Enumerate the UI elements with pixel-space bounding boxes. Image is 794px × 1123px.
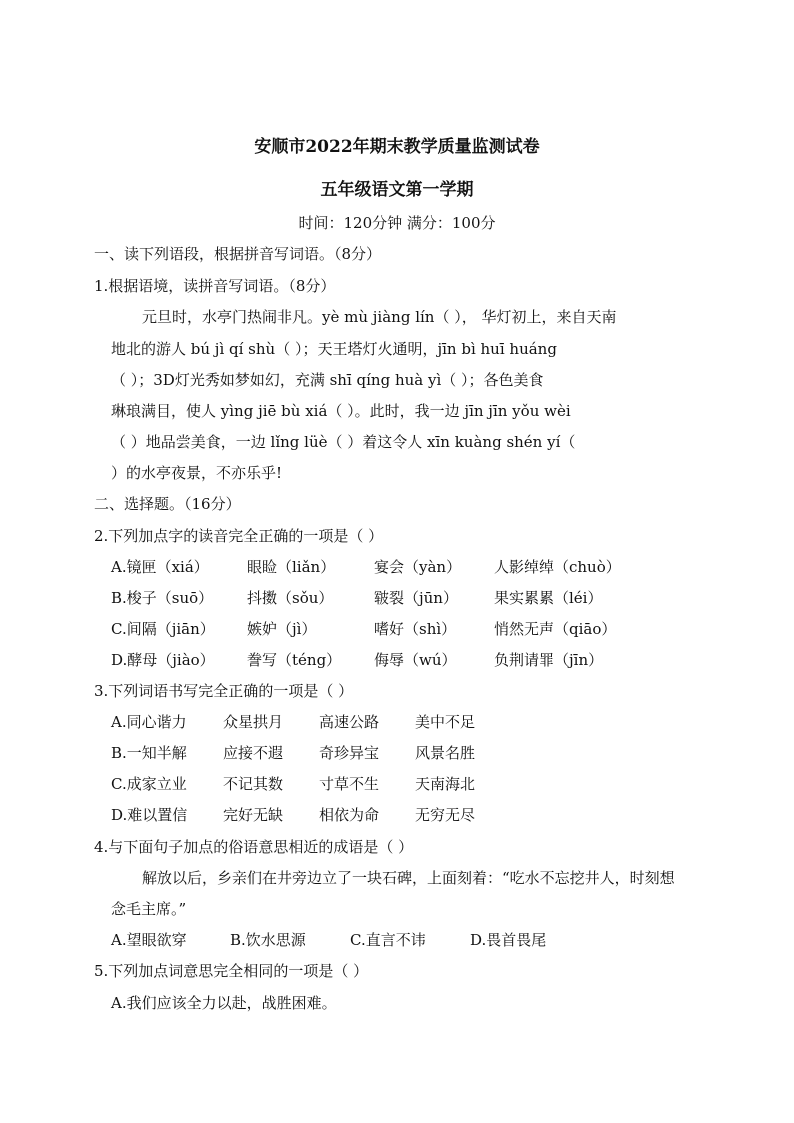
q3-option-c-item: 不记其数 — [223, 775, 284, 793]
q2-option-a-item: 眼睑（liǎn） — [247, 558, 336, 576]
q3-stem: 3.下列词语书写完全正确的一项是（ ） — [94, 682, 354, 700]
q2-stem: 2.下列加点字的读音完全正确的一项是（ ） — [94, 527, 384, 545]
q3-option-a-item: 众星拱月 — [223, 713, 284, 731]
q3-option-c-item: 天南海北 — [415, 775, 476, 793]
q2-option-b-item: 皲裂（jūn） — [374, 589, 458, 607]
section2-heading: 二、选择题。（16分） — [94, 495, 241, 513]
q5-option-a: A.我们应该全力以赴，战胜困难。 — [111, 994, 337, 1012]
q4-passage-line: 念毛主席。” — [111, 900, 187, 918]
q3-option-d-item: 完好无缺 — [223, 806, 284, 824]
q1-stem: 1.根据语境，读拼音写词语。（8分） — [94, 277, 336, 295]
q2-option-d-item: D.酵母（jiào） — [111, 651, 215, 669]
q1-passage-line: 琳琅满目，使人 yìng jiē bù xiá（ ）。此时，我一边 jīn jīn yǒu wèi — [111, 402, 571, 420]
q2-option-d-item: 负荆请罪（jīn） — [494, 651, 604, 669]
q2-option-c-item: 嗜好（shì） — [374, 620, 457, 638]
q4-option-c: C.直言不讳 — [350, 931, 426, 949]
q2-option-a-item: A.镜匣（xiá） — [111, 558, 209, 576]
q2-option-c-item: C.间隔（jiān） — [111, 620, 215, 638]
q3-option-a-item: A.同心谐力 — [111, 713, 187, 731]
exam-meta: 时间：120分钟 满分：100分 — [298, 214, 496, 232]
q4-option-a: A.望眼欲穿 — [111, 931, 187, 949]
q1-passage-line: 地北的游人 bú jì qí shù（ ）；天王塔灯火通明，jīn bì huī huáng — [111, 340, 557, 358]
q2-option-c-item: 嫉妒（jì） — [247, 620, 317, 638]
q2-option-b-item: B.梭子（suō） — [111, 589, 214, 607]
exam-title: 安顺市2022年期末教学质量监测试卷 — [254, 137, 540, 157]
q4-stem: 4.与下面句子加点的俗语意思相近的成语是（ ） — [94, 838, 414, 856]
q3-option-b-item: 应接不遐 — [223, 744, 284, 762]
q1-passage-line: ）的水亭夜景，不亦乐乎! — [111, 464, 283, 482]
q3-option-d-item: 无穷无尽 — [415, 806, 476, 824]
q2-option-c-item: 悄然无声（qiāo） — [494, 620, 617, 638]
q2-option-a-item: 人影绰绰（chuò） — [494, 558, 621, 576]
q3-option-d-item: 相依为命 — [319, 806, 380, 824]
q2-option-a-item: 宴会（yàn） — [374, 558, 462, 576]
q3-option-a-item: 美中不足 — [415, 713, 476, 731]
q4-option-d: D.畏首畏尾 — [470, 931, 547, 949]
q5-stem: 5.下列加点词意思完全相同的一项是（ ） — [94, 962, 369, 980]
q3-option-d-item: D.难以置信 — [111, 806, 188, 824]
q3-option-b-item: 风景名胜 — [415, 744, 476, 762]
q3-option-a-item: 高速公路 — [319, 713, 380, 731]
q3-option-b-item: B.一知半解 — [111, 744, 187, 762]
q2-option-b-item: 果实累累（léi） — [494, 589, 603, 607]
q3-option-c-item: C.成家立业 — [111, 775, 187, 793]
q1-passage-line: 元旦时，水亭门热闹非凡。yè mù jiàng lín（ ）， 华灯初上，来自天南 — [142, 308, 617, 326]
q2-option-d-item: 誊写（téng） — [247, 651, 342, 669]
q3-option-c-item: 寸草不生 — [319, 775, 380, 793]
section1-heading: 一、读下列语段，根据拼音写词语。（8分） — [94, 245, 382, 263]
q4-passage-line: 解放以后，乡亲们在井旁边立了一块石碑，上面刻着：“吃水不忘挖井人，时刻想 — [142, 869, 675, 887]
q3-option-b-item: 奇珍异宝 — [319, 744, 380, 762]
q2-option-b-item: 抖擞（sǒu） — [247, 589, 334, 607]
exam-subtitle: 五年级语文第一学期 — [320, 180, 474, 200]
q1-passage-line: （ ）；3D灯光秀如梦如幻，充满 shī qíng huà yì（ ）；各色美食 — [111, 371, 544, 389]
q4-option-b: B.饮水思源 — [230, 931, 306, 949]
q2-option-d-item: 侮辱（wú） — [374, 651, 457, 669]
q1-passage-line: （ ）地品尝美食，一边 lǐng lüè（ ）着这令人 xīn kuàng shén yí（ — [111, 433, 576, 451]
